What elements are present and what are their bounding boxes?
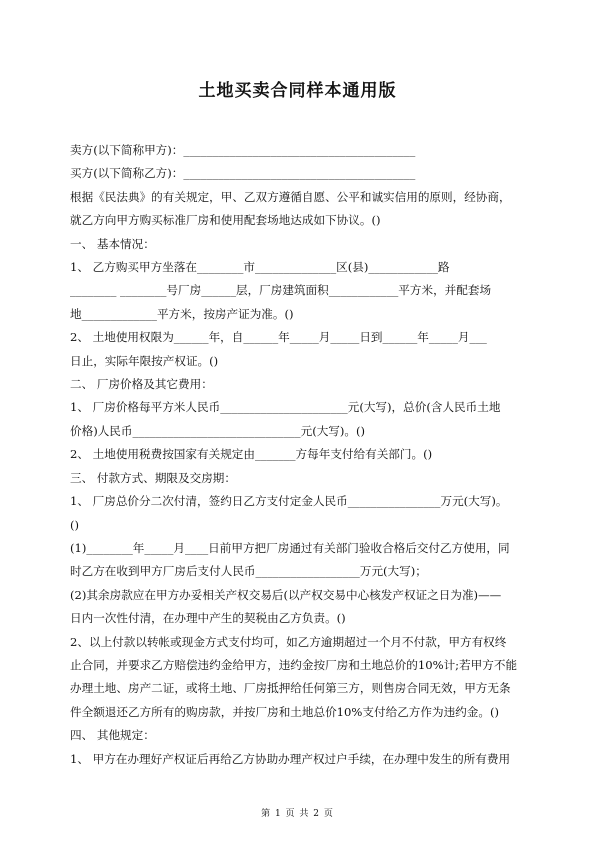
document-body — [70, 139, 530, 771]
document-line: () — [70, 517, 80, 532]
document-line: 卖方(以下简称甲方)：________________________________________ — [70, 143, 416, 157]
document-line: (1)________年_____月____日前甲方把厂房通过有关部门验收合格后交付乙方使用，同 — [70, 540, 510, 555]
document-line: 1、 甲方在办理好产权证后再给乙方协助办理产权过户手续，在办理中发生的所有费用 — [70, 751, 511, 766]
document-line: 时乙方在收到甲方厂房后支付人民币__________________万元(大写)； — [70, 564, 427, 579]
document-line: 2、 土地使用权限为______年，自______年_____月_____日到______年_____月___ — [70, 330, 487, 345]
document-line: 地_____________平方米，按房产证为准。() — [70, 306, 294, 321]
document-line: 办理土地、房产二证，或将土地、厂房抵押给任何第三方，则售房合同无效，甲方无条 — [70, 681, 511, 696]
document-line: 2、以上付款以转帐或现金方式支付均可，如乙方逾期超过一个月不付款，甲方有权终 — [70, 634, 507, 649]
document-line: 买方(以下简称乙方)：________________________________________ — [70, 166, 416, 181]
document-line: (2)其余房款应在甲方办妥相关产权交易后(以产权交易中心核发产权证之日为准)—— — [70, 587, 502, 602]
document-line: 日止，实际年限按产权证。() — [70, 353, 219, 368]
document-line: 1、 厂房价格每平方米人民币______________________元(大写)，总价(含人民币土地 — [70, 400, 501, 415]
document-line: 件全额退还乙方所有的购房款，并按厂房和土地总价10%支付给乙方作为违约金。() — [70, 704, 500, 719]
document-line: 日内一次性付清，在办理中产生的契税由乙方负责。() — [70, 611, 346, 626]
document-line: 1、 乙方购买甲方坐落在________市______________区(县)____________路 — [70, 260, 450, 275]
page-footer: 第 1 页 共 2 页 — [261, 809, 334, 819]
document-line: 止合同，并要求乙方赔偿违约金给甲方，违约金按厂房和土地总价的10%计;若甲方不能 — [70, 657, 518, 672]
document-line: 就乙方向甲方购买标准厂房和使用配套场地达成如下协议。() — [70, 213, 381, 228]
document-line: ________ ________号厂房______层，厂房建筑面积____________平方米，并配套场 — [70, 283, 492, 298]
document-line: 根据《民法典》的有关规定，甲、乙双方遵循自愿、公平和诚实信用的原则，经协商， — [70, 189, 511, 204]
document-line: 2、 土地使用税费按国家有关规定由_______方每年支付给有关部门。() — [70, 447, 433, 462]
document-line: 四、 其他规定： — [70, 728, 155, 743]
document-line: 一、 基本情况： — [70, 236, 155, 251]
document-title: 土地买卖合同样本通用版 — [198, 81, 397, 101]
document-line: 三、 付款方式、期限及交房期： — [70, 470, 236, 485]
document-line: 1、 厂房总价分二次付清，签约日乙方支付定金人民币________________万元(大写)。 — [70, 494, 508, 509]
document-line: 二、 厂房价格及其它费用： — [70, 377, 213, 392]
document-line: 价格)人民币_____________________________元(大写)。() — [70, 423, 366, 438]
